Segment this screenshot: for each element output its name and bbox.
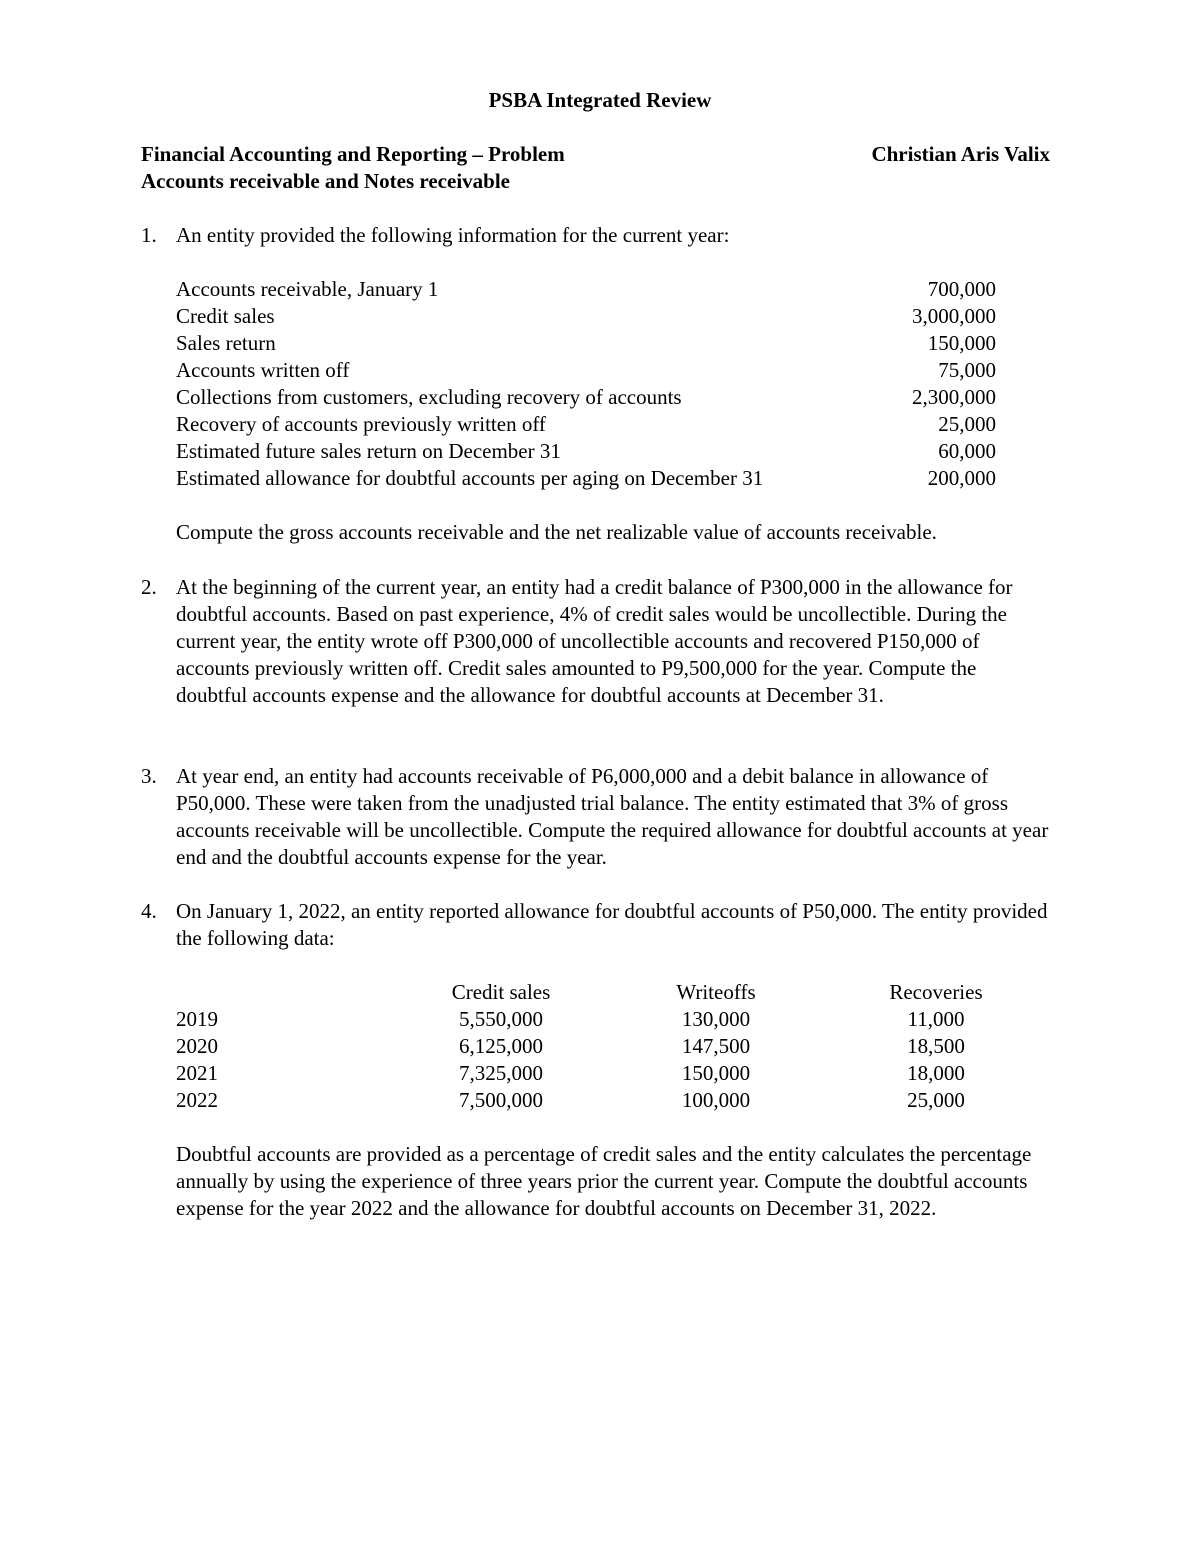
ledger-row (176, 303, 996, 330)
table-cell-writeoffs: 150,000 (681, 1061, 751, 1085)
ledger-amount: 60,000 (938, 439, 996, 463)
ledger-amount: 700,000 (927, 277, 996, 301)
ledger-row (176, 465, 996, 492)
ledger-label: Credit sales (176, 304, 275, 328)
table-cell-writeoffs: 147,500 (681, 1034, 751, 1058)
table-cell-year: 2019 (176, 1007, 218, 1031)
table-cell-credit-sales: 7,325,000 (459, 1061, 543, 1085)
table-header: Writeoffs (676, 980, 756, 1004)
ledger-amount: 3,000,000 (912, 304, 996, 328)
table-header: Recoveries (889, 980, 983, 1004)
ledger-label: Accounts receivable, January 1 (176, 277, 439, 301)
ledger-label: Collections from customers, excluding recovery of accounts (176, 385, 682, 409)
ledger-label: Recovery of accounts previously written off (176, 412, 546, 436)
table-cell-recoveries: 18,000 (907, 1061, 965, 1085)
ledger-label: Estimated future sales return on December 31 (176, 439, 561, 463)
table-cell-writeoffs: 100,000 (681, 1088, 751, 1112)
table-cell-recoveries: 18,500 (907, 1034, 965, 1058)
problem-3-text: At year end, an entity had accounts receivable of P6,000,000 and a debit balance in allowance of P50,000. These were taken from the unadjusted trial balance. The entity estimated that 3% of gross accounts receivable will be uncollectible. Compute the required allowance for doubtful accounts at year end and the doubtful accounts expense for the year. (176, 764, 1049, 869)
ledger-row (176, 357, 996, 384)
table-cell-year: 2021 (176, 1061, 218, 1085)
table-cell-credit-sales: 7,500,000 (459, 1088, 543, 1112)
ledger-amount: 75,000 (938, 358, 996, 382)
table-cell-recoveries: 11,000 (907, 1007, 965, 1031)
subject-line-2: Accounts receivable and Notes receivable (141, 169, 510, 193)
table-row (176, 1033, 996, 1060)
table-header: Credit sales (451, 980, 551, 1004)
ledger-amount: 150,000 (927, 331, 996, 355)
ledger-label: Sales return (176, 331, 276, 355)
problem-1-ledger (176, 276, 996, 492)
problem-4-intro: On January 1, 2022, an entity reported allowance for doubtful accounts of P50,000. The entity provided the following data: (176, 899, 1048, 950)
ledger-row (176, 276, 996, 303)
ledger-row (176, 384, 996, 411)
ledger-amount: 25,000 (938, 412, 996, 436)
ledger-amount: 200,000 (927, 466, 996, 490)
table-row (176, 1060, 996, 1087)
author-name: Christian Aris Valix (871, 142, 1050, 166)
table-cell-credit-sales: 5,550,000 (459, 1007, 543, 1031)
table-cell-recoveries: 25,000 (907, 1088, 965, 1112)
table-cell-year: 2022 (176, 1088, 218, 1112)
ledger-label: Accounts written off (176, 358, 350, 382)
problem-4-question: Doubtful accounts are provided as a percentage of credit sales and the entity calculates the percentage annually by using the experience of three years prior the current year. Compute the doubtful accounts expense for the year 2022 and the allowance for doubtful accounts on December 31, 2022. (176, 1142, 1032, 1220)
table-row (176, 1087, 996, 1114)
subject-line-1: Financial Accounting and Reporting – Problem (141, 142, 565, 166)
problem-1-intro: An entity provided the following information for the current year: (176, 223, 730, 247)
ledger-row (176, 438, 996, 465)
problem-4-table (176, 979, 996, 1114)
ledger-amount: 2,300,000 (912, 385, 996, 409)
ledger-row (176, 330, 996, 357)
problem-4-number: 4. (141, 899, 157, 923)
problem-1-question: Compute the gross accounts receivable and the net realizable value of accounts receivable. (176, 520, 937, 544)
table-cell-year: 2020 (176, 1034, 218, 1058)
problem-2-number: 2. (141, 575, 157, 599)
table-header-row (176, 979, 996, 1006)
document-title: PSBA Integrated Review (488, 88, 712, 112)
ledger-label: Estimated allowance for doubtful accounts per aging on December 31 (176, 466, 764, 490)
ledger-row (176, 411, 996, 438)
table-cell-credit-sales: 6,125,000 (459, 1034, 543, 1058)
subject-heading (141, 141, 565, 195)
problem-2-text: At the beginning of the current year, an entity had a credit balance of P300,000 in the allowance for doubtful accounts. Based on past experience, 4% of credit sales would be uncollectible. During the current year, the entity wrote off P300,000 of uncollectible accounts and recovered P150,000 of accounts previously written off. Credit sales amounted to P9,500,000 for the year. Compute the doubtful accounts expense and the allowance for doubtful accounts at December 31. (176, 575, 1013, 707)
problem-3-number: 3. (141, 764, 157, 788)
table-row (176, 1006, 996, 1033)
table-cell-writeoffs: 130,000 (681, 1007, 751, 1031)
problem-1-number: 1. (141, 223, 157, 247)
